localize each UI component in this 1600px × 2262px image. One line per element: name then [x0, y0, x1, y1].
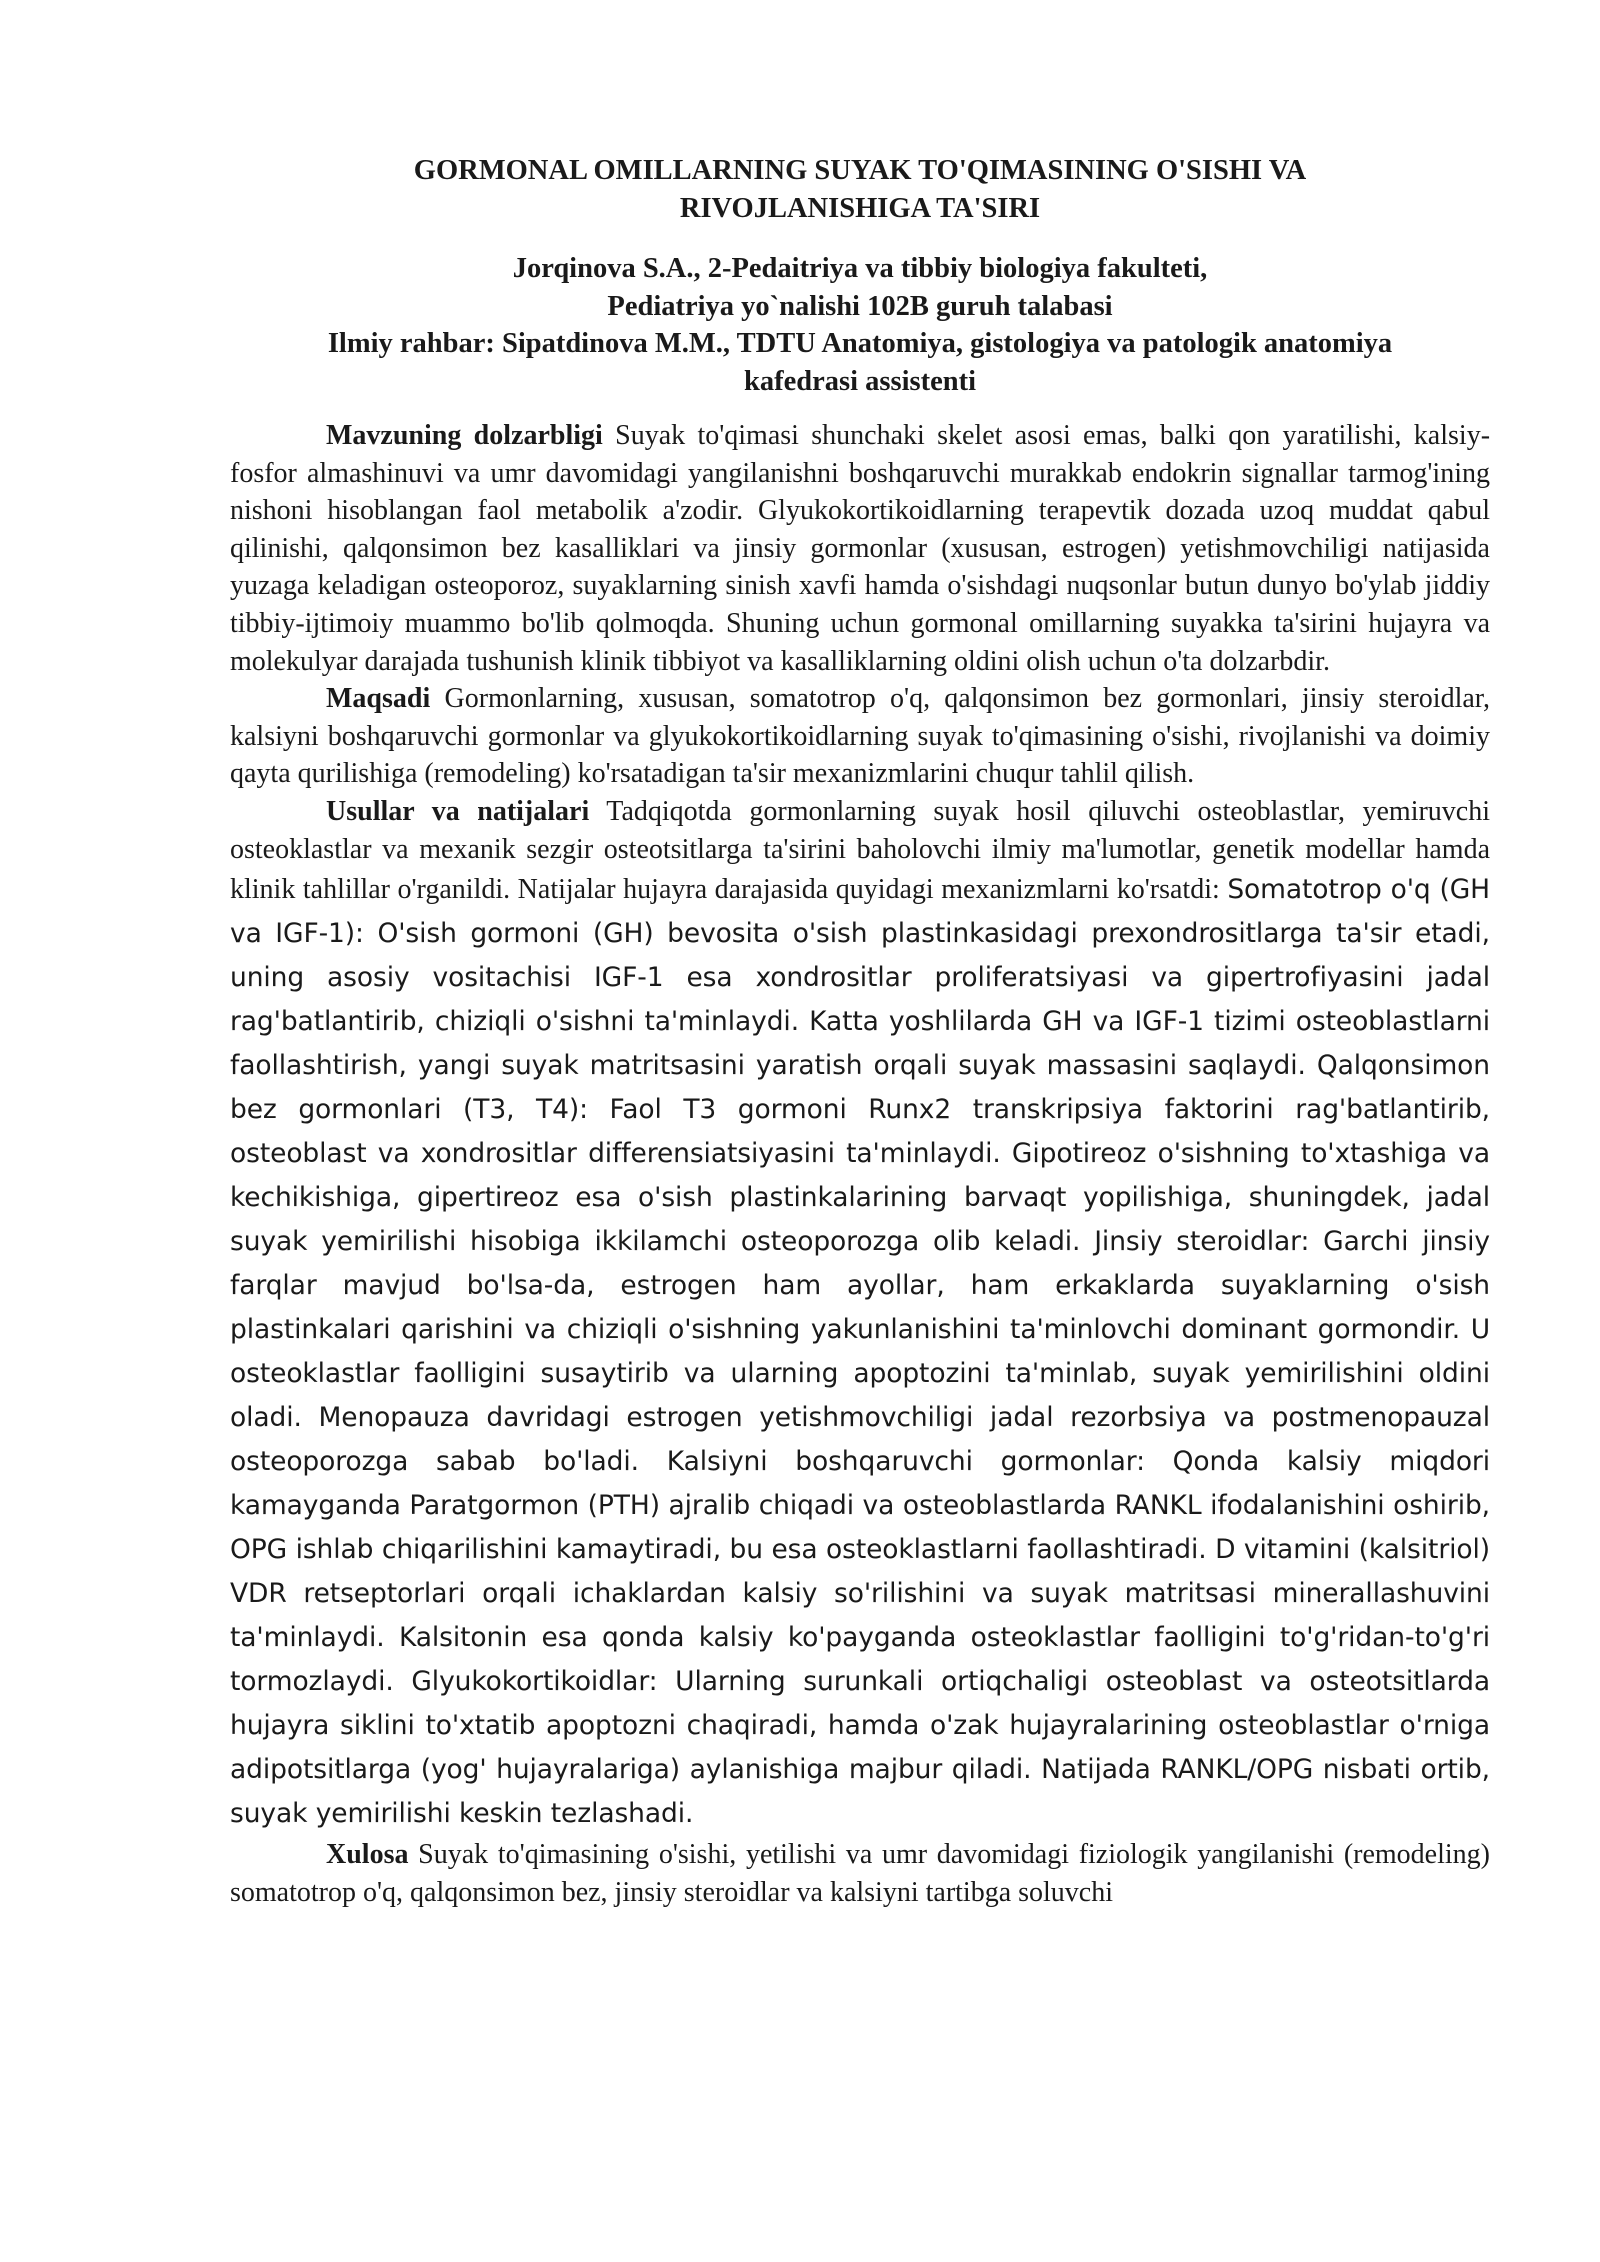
conclusion-heading: Xulosa — [326, 1839, 409, 1871]
title-line-2: RIVOJLANISHIGA TA'SIRI — [679, 193, 1041, 224]
aim-heading: Maqsadi — [326, 683, 431, 715]
relevance-paragraph — [230, 417, 1490, 680]
methods-paragraph — [230, 793, 1490, 1836]
conclusion-paragraph — [230, 1836, 1490, 1911]
methods-text: Tadqiqotda gormonlarning suyak hosil qiluvchi osteoblastlar, yemiruvchi osteoklastlar va mexanik sezgir osteotsitlarga ta'sirini baholovchi ilmiy ma'lumotlar, genetik modellar hamda klinik tahlillar o'rganildi. Natijalar hujayra darajasida quyidagi mexanizmlarni ko'rsatdi: — [230, 795, 1491, 906]
results-text: Somatotrop o'q (GH va IGF-1): O'sish gormoni (GH) bevosita o'sish plastinkasidagi prexondrositlarga ta'sir etadi, uning asosiy vositachisi IGF-1 esa xondrositlar proliferatsiyasi va gipertrofiyasini jadal rag'batlantirib, chiziqli o'sishni ta'minlaydi. Katta yoshlilarda GH va IGF-1 tizimi osteoblastlarni faollashtirish, yangi suyak matritsasini yaratish orqali suyak massasini saqlaydi. Qalqonsimon bez gormonlari (T3, T4): Faol T3 gormoni Runx2 transkripsiya faktorini rag'batlantirib, osteoblast va xondrositlar differensiatsiyasini ta'minlaydi. Gipotireoz o'sishning to'xtashiga va kechikishiga, gipertireoz esa o'sish plastinkalarining barvaqt yopilishiga, shuningdek, jadal suyak yemirilishi hisobiga ikkilamchi osteoporozga olib keladi. Jinsiy steroidlar: Garchi jinsiy farqlar mavjud bo'lsa-da, estrogen ham ayollar, ham erkaklarda suyaklarning o'sish plastinkalari qarishini va chiziqli o'sishning yakunlanishini ta'minlovchi dominant gormondir. U osteoklastlar faolligini susaytirib va ularning apoptozini ta'minlab, suyak yemirilishini oldini oladi. Menopauza davridagi estrogen yetishmovchiligi jadal rezorbsiya va postmenopauzal osteoporozga sabab bo'ladi. Kalsiyni boshqaruvchi gormonlar: Qonda kalsiy miqdori kamayganda Paratgormon (PTH) ajralib chiqadi va osteoblastlarda RANKL ifodalanishini oshirib, OPG ishlab chiqarilishini kamaytiradi, bu esa osteoklastlarni faollashtiradi. D vitamini (kalsitriol) VDR retseptorlari orqali ichaklardan kalsiy so'rilishini va suyak matritsasi minerallashuvini ta'minlaydi. Kalsitonin esa qonda kalsiy ko'payganda osteoklastlar faolligini to'g'ridan-to'g'ri tormozlaydi. Glyukokortikoidlar: Ularning surunkali ortiqchaligi osteoblast va osteotsitlarda hujayra siklini to'xtatib apoptozni chaqiradi, hamda o'zak hujayralarining osteoblastlar o'rniga adipotsitlarga (yog' hujayralariga) aylanishiga majbur qiladi. Natijada RANKL/OPG nisbati ortib, suyak yemirilishi keskin tezlashadi. — [230, 874, 1490, 1830]
methods-heading: Usullar va natijalari — [326, 795, 590, 827]
author-line-1: Jorqinova S.A., 2-Pedaitriya va tibbiy biologiya fakulteti, — [512, 253, 1208, 284]
paper-title — [230, 152, 1490, 228]
aim-paragraph — [230, 680, 1490, 793]
title-line-1: GORMONAL OMILLARNING SUYAK TO'QIMASINING O'SISHI VA — [413, 155, 1307, 186]
paper-body — [230, 417, 1490, 1911]
aim-text: Gormonlarning, xususan, somatotrop o'q, qalqonsimon bez gormonlari, jinsiy steroidlar, kalsiyni boshqaruvchi gormonlar va glyukokortikoidlarning suyak to'qimasining o'sishi, rivojlanishi va doimiy qayta qurilishiga (remodeling) ko'rsatadigan ta'sir mexanizmlarini chuqur tahlil qilish. — [230, 683, 1491, 790]
conclusion-text: Suyak to'qimasining o'sishi, yetilishi va umr davomidagi fiziologik yangilanishi (remodeling) somatotrop o'q, qalqonsimon bez, jinsiy steroidlar va kalsiyni tartibga soluvchi — [230, 1839, 1490, 1908]
author-block — [230, 250, 1490, 400]
author-line-2: Pediatriya yo`nalishi 102B guruh talabasi — [607, 290, 1113, 322]
relevance-text: Suyak to'qimasi shunchaki skelet asosi emas, balki qon yaratilishi, kalsiy-fosfor almashinuvi va umr davomidagi yangilanishni boshqaruvchi murakkab endokrin signallar tarmog'ining nishoni hisoblangan faol metabolik a'zodir. Glyukokortikoidlarning terapevtik dozada uzoq muddat qabul qilinishi, qalqonsimon bez kasalliklari va jinsiy gormonlar (xususan, estrogen) yetishmovchiligi natijasida yuzaga keladigan osteoporoz, suyaklarning sinish xavfi hamda o'sishdagi nuqsonlar butun dunyo bo'ylab jiddiy tibbiy-ijtimoiy muammo bo'lib qolmoqda. Shuning uchun gormonal omillarning suyakka ta'sirini hujayra va molekulyar darajada tushunish klinik tibbiyot va kasalliklarning oldini olish uchun o'ta dolzarbdir. — [230, 420, 1491, 677]
supervisor-line-2: kafedrasi assistenti — [744, 365, 976, 397]
relevance-heading: Mavzuning dolzarbligi — [326, 420, 603, 451]
supervisor-line-1: Ilmiy rahbar: Sipatdinova M.M., TDTU Anatomiya, gistologiya va patologik anatomiya — [327, 328, 1393, 359]
